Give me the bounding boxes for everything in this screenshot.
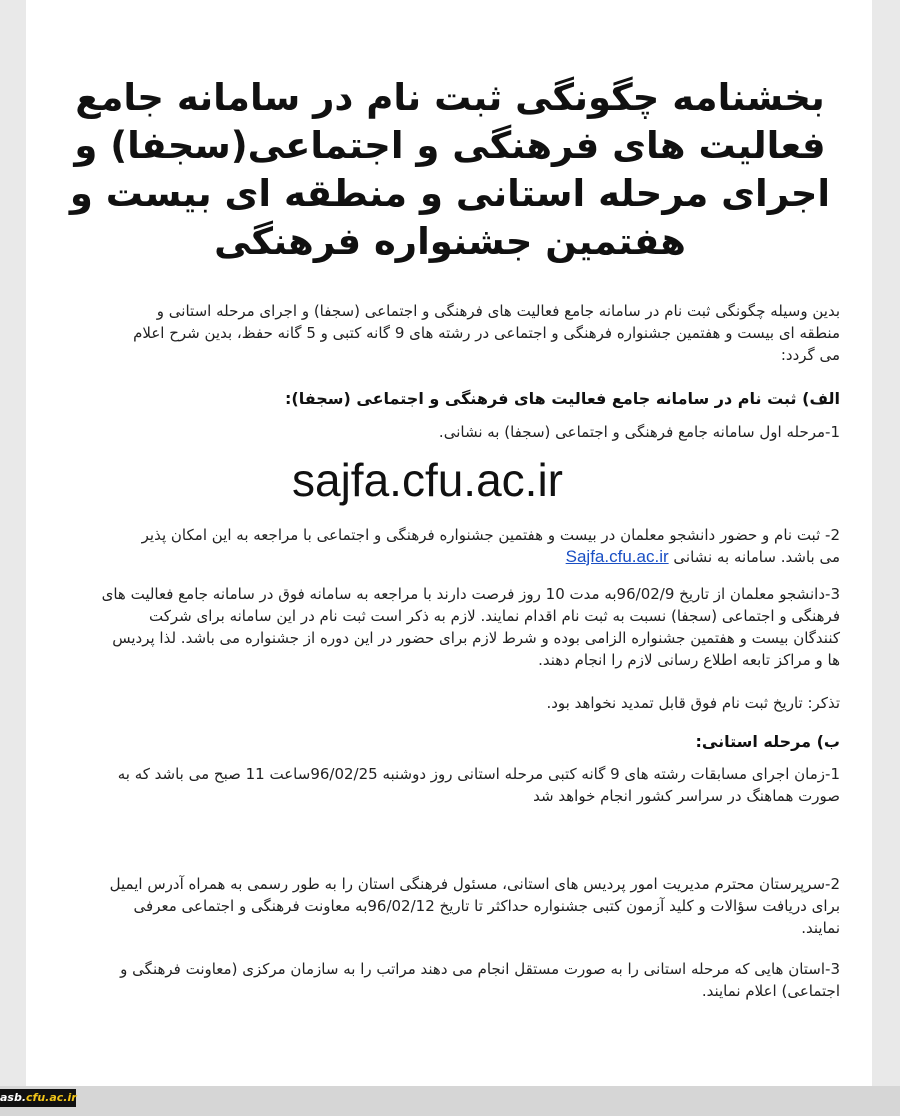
bottom-bar — [0, 1086, 900, 1116]
section-a-item-1: 1-مرحله اول سامانه جامع فرهنگی و اجتماعی (سجفا) به نشانی. — [438, 423, 840, 441]
intro-paragraph: بدین وسیله چگونگی ثبت نام در سامانه جامع فعالیت های فرهنگی و اجتماعی (سجفا) و اجرای مرحله استانی و منطقه ای بیست و هفتمین جشنواره فرهنگی و اجتماعی در رشته های 9 گانه کتبی و 5 گانه حفظ، بدین شرح اعلام می گردد: — [133, 302, 840, 364]
section-a-item-2-text: 2- ثبت نام و حضور دانشجو معلمان در بیست و هفتمین جشنواره فرهنگی و اجتماعی با مراجعه به این امکان پذیر می باشد. — [141, 526, 840, 566]
watermark-prefix: asb. — [0, 1091, 27, 1104]
section-b-item-3: 3-استان هایی که مرحله استانی را به صورت مستقل انجام می دهند مراتب را به سازمان مرکزی (معاونت فرهنگی و اجتماعی) اعلام نمایند. — [120, 960, 840, 1000]
section-a-item-2-suffix: سامانه به نشانی — [673, 548, 776, 566]
site-watermark — [0, 1089, 76, 1107]
sajfa-link[interactable]: Sajfa.cfu.ac.ir — [565, 547, 669, 566]
section-b-item-1: 1-زمان اجرای مسابقات رشته های 9 گانه کتبی مرحله استانی روز دوشنبه 96/02/25ساعت 11 صبح می باشد که به صورت هماهنگ در سراسر کشور انجام خواهد شد — [117, 765, 840, 805]
watermark-domain: cfu.ac.ir — [26, 1091, 77, 1104]
section-a-item-2 — [118, 524, 840, 568]
sajfa-url-large: sajfa.cfu.ac.ir — [292, 454, 563, 506]
registration-note: تذکر: تاریخ ثبت نام فوق قابل تمدید نخواهد بود. — [546, 694, 840, 712]
section-a-item-3: 3-دانشجو معلمان از تاریخ 96/02/9به مدت 10 روز فرصت دارند با مراجعه به سامانه فوق در سامانه جامع فعالیت های فرهنگی و اجتماعی (سجفا) نسبت به ثبت نام اقدام نمایند. لازم به ذکر است ثبت نام در این سامانه برای شرکت کنندگان بیست و هفتمین جشنواره الزامی بوده و شرط لازم برای حضور در این دوره از جشنواره می باشد. لذا پردیس ها و مراکز تابعه اطلاع رسانی لازم را انجام دهند. — [101, 585, 840, 669]
section-b-heading: ب) مرحله استانی: — [695, 732, 840, 751]
document-title: بخشنامه چگونگی ثبت نام در سامانه جامع فعالیت های فرهنگی و اجتماعی(سجفا) و اجرای مرحله استانی و منطقه ای بیست و هفتمین جشنواره فرهنگی — [69, 76, 831, 263]
section-a-heading: الف) ثبت نام در سامانه جامع فعالیت های فرهنگی و اجتماعی (سجفا): — [285, 389, 840, 408]
section-b-item-2: 2-سرپرستان محترم مدیریت امور پردیس های استانی، مسئول فرهنگی استان را به طور رسمی به همراه آدرس ایمیل برای دریافت سؤالات و کلید آزمون کتبی جشنواره حداکثر تا تاریخ 96/02/12به معاونت فرهنگی و اجتماعی معرفی نمایند. — [109, 875, 840, 937]
